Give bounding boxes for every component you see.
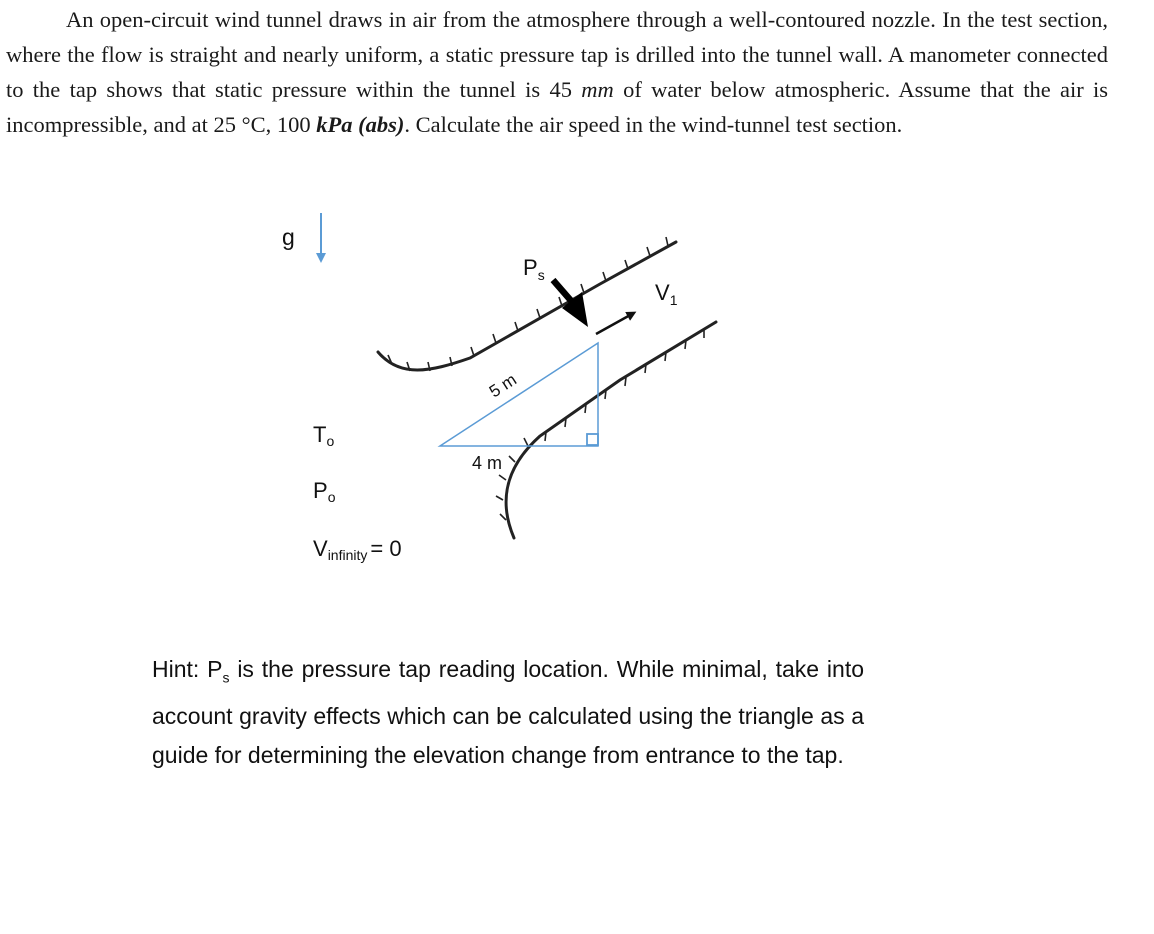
pressure-tap-arrow-icon: [553, 280, 573, 303]
hypotenuse-label: 5 m: [485, 369, 520, 402]
vinfinity-label: Vinfinity = 0: [313, 536, 402, 563]
p0-label: Po: [313, 478, 336, 505]
right-angle-marker: [587, 434, 598, 445]
unit-kpa: kPa: [316, 112, 353, 137]
gravity-label: g: [282, 224, 295, 250]
lower-nozzle-wall: [506, 322, 716, 538]
t0-label: To: [313, 422, 335, 449]
elevation-triangle: [440, 343, 598, 446]
lower-wall-hatch: [496, 329, 704, 520]
v1-label: $V_1$: [655, 280, 678, 308]
velocity-arrow-icon: [596, 314, 632, 334]
unit-abs: (abs): [358, 112, 405, 137]
problem-text-3: . Calculate the air speed in the wind-tunnel test section.: [404, 112, 903, 137]
problem-text-2: of water below atmospheric. Assume that the air is incompressible, and at 25 °C, 100: [6, 77, 1109, 137]
hint-text: Hint: $P_s$ is the pressure tap reading location. While minimal, take into account gravity effects which can be calculated using the triangle as a guide for determining the elevation change from entrance to the tap.: [152, 656, 864, 768]
base-label: 4 m: [472, 453, 503, 473]
problem-text-1: An open-circuit wind tunnel draws in air from the atmosphere through a well-contoured nozzle. In the test section, where the flow is straight and nearly uniform, a static pressure tap is drilled into the tunnel wall. A manometer connected to the tap shows that static pressure within the tunnel is 45: [6, 7, 1108, 102]
ps-label: $P_s$: [523, 255, 545, 283]
unit-mm: mm: [581, 77, 614, 102]
